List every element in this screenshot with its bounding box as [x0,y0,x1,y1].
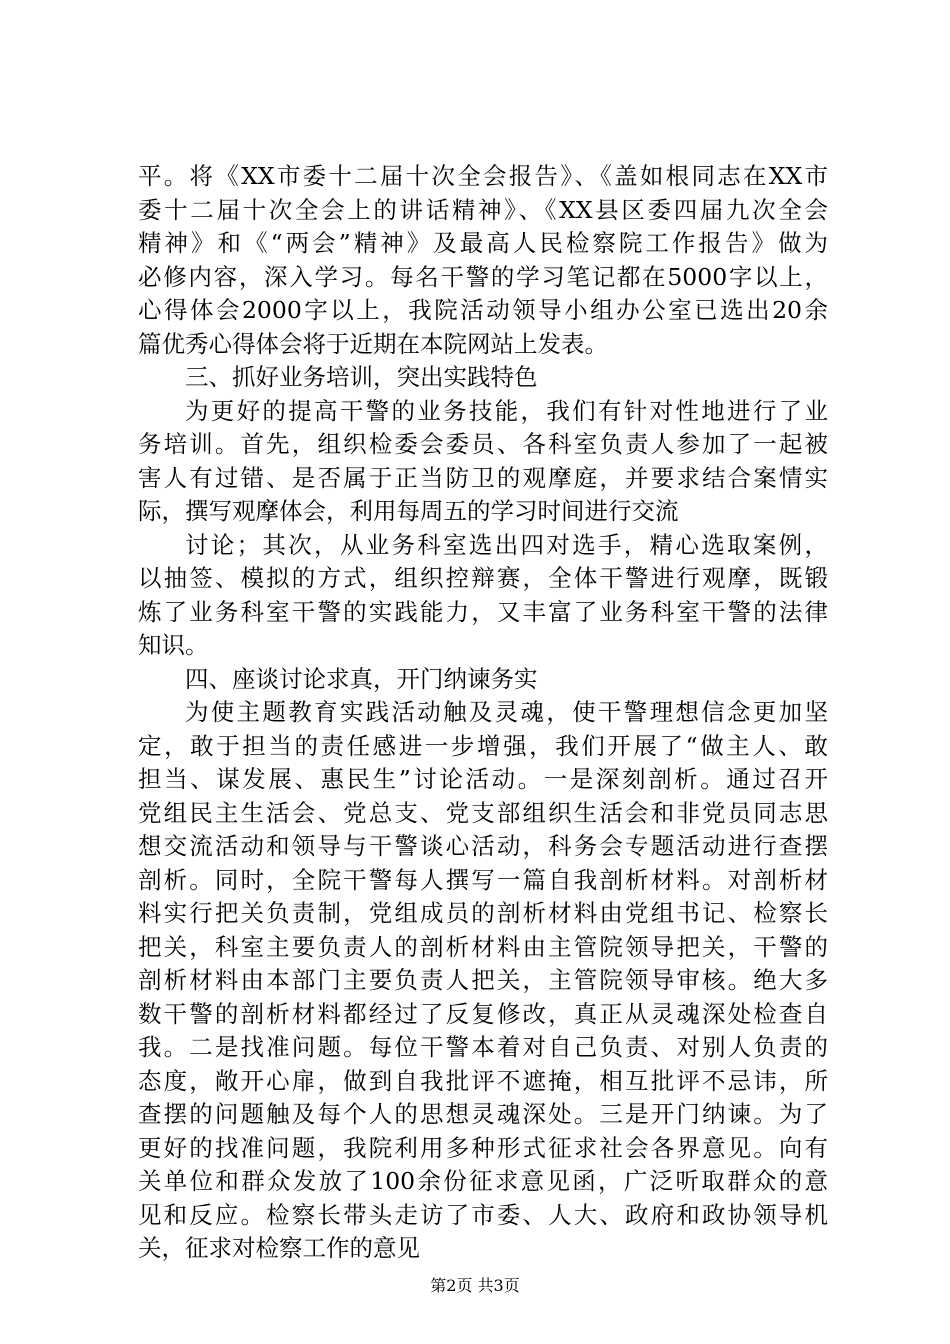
text-line: 剖析。同时，全院干警每人撰写一篇自我剖析材料。对剖析材 [138,865,828,894]
text-line: 务培训。首先，组织检委会委员、各科室负责人参加了一起被 [138,430,828,458]
page-footer: 第2页 共3页 [430,1276,520,1295]
text-line: 以抽签、模拟的方式，组织控辩赛，全体干警进行观摩，既锻 [138,564,828,592]
document-body [138,160,828,1266]
text-line: 篇优秀心得体会将于近期在本院网站上发表。 [138,329,608,358]
text-line: 态度，敞开心扉，做到自我批评不遮掩，相互批评不忌讳，所 [138,1066,828,1095]
text-line: 想交流活动和领导与干警谈心活动，科务会专题活动进行查摆 [138,832,828,860]
text-line: 党组民主生活会、党总支、党支部组织生活会和非党员同志思 [138,798,828,827]
text-line: 定，敢于担当的责任感进一步增强，我们开展了“做主人、敢 [138,731,828,760]
text-line: 害人有过错、是否属于正当防卫的观摩庭，并要求结合案情实 [138,463,828,492]
text-line: 平。将《XX市委十二届十次全会报告》、《盖如根同志在XX市 [138,162,828,190]
text-line: 关，征求对检察工作的意见 [138,1234,420,1262]
text-line: 精神》和《“两会”精神》及最高人民检察院工作报告》做为 [138,229,828,257]
text-line: 更好的找准问题，我院利用多种形式征求社会各界意见。向有 [138,1133,828,1162]
text-line: 心得体会2000字以上，我院活动领导小组办公室已选出20余 [138,296,828,324]
text-line: 剖析材料由本部门主要负责人把关，主管院领导审核。绝大多 [138,966,828,994]
text-line: 讨论；其次，从业务科室选出四对选手，精心选取案例， [185,530,828,559]
text-line: 为更好的提高干警的业务技能，我们有针对性地进行了业 [185,396,828,425]
text-line: 炼了业务科室干警的实践能力，又丰富了业务科室干警的法律 [138,597,828,626]
text-line: 三、抓好业务培训，突出实践特色 [185,363,538,391]
text-line: 必修内容，深入学习。每名干警的学习笔记都在5000字以上， [138,262,828,291]
text-line: 委十二届十次全会上的讲话精神》、《XX县区委四届九次全会 [138,195,828,224]
text-line: 为使主题教育实践活动触及灵魂，使干警理想信念更加坚 [185,698,828,726]
text-line: 知识。 [138,631,209,659]
text-line: 见和反应。检察长带头走访了市委、人大、政府和政协领导机 [138,1200,828,1229]
text-line: 关单位和群众发放了100余份征求意见函，广泛听取群众的意 [138,1167,828,1195]
text-line: 把关，科室主要负责人的剖析材料由主管院领导把关，干警的 [138,932,828,961]
text-line: 料实行把关负责制，党组成员的剖析材料由党组书记、检察长 [138,899,828,927]
text-line: 数干警的剖析材料都经过了反复修改，真正从灵魂深处检查自 [138,999,828,1028]
text-line: 担当、谋发展、惠民生”讨论活动。一是深刻剖析。通过召开 [138,765,828,793]
text-line: 四、座谈讨论求真，开门纳谏务实 [185,664,538,693]
text-line: 查摆的问题触及每个人的思想灵魂深处。三是开门纳谏。为了 [138,1100,828,1128]
text-line: 我。二是找准问题。每位干警本着对自己负责、对别人负责的 [138,1033,828,1061]
text-line: 际，撰写观摩体会，利用每周五的学习时间进行交流 [138,497,679,525]
